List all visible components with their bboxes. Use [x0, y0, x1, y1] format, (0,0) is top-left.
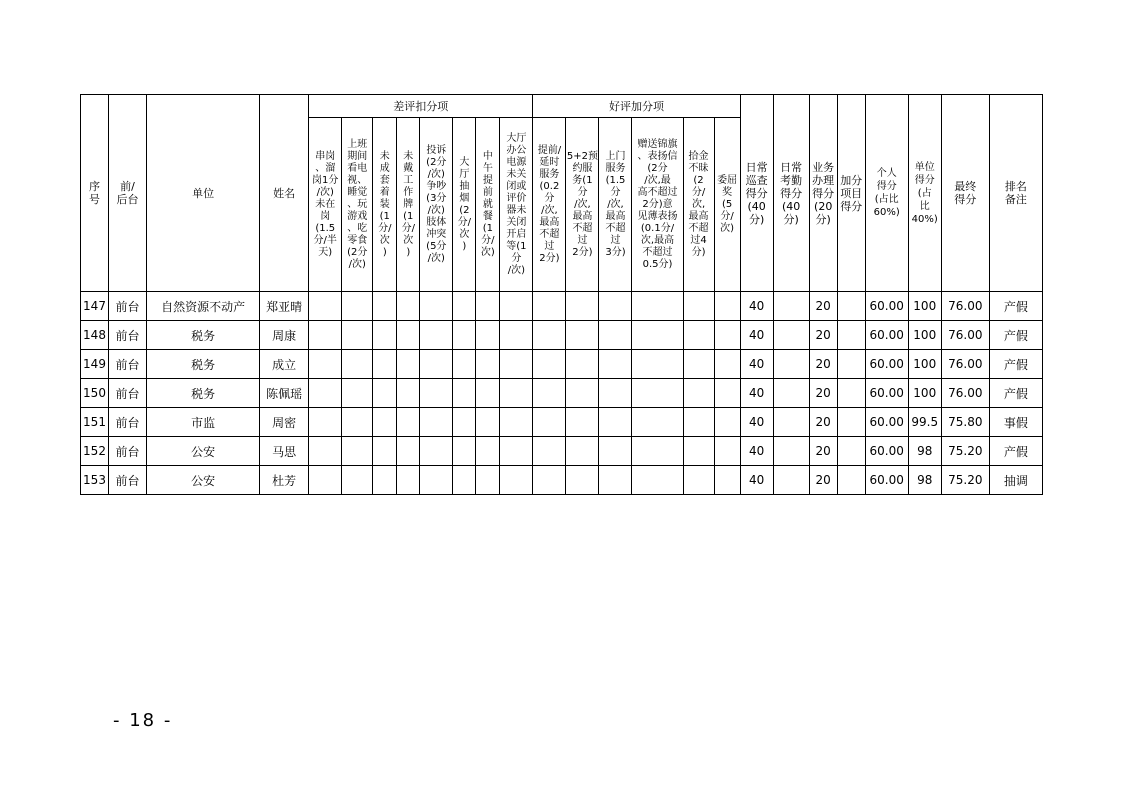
- cell-unit: 公安: [147, 466, 260, 495]
- cell-unitscore: 100: [908, 379, 941, 408]
- cell-business: 20: [809, 379, 837, 408]
- cell-patrol: 40: [740, 466, 773, 495]
- cell-unit: 税务: [147, 379, 260, 408]
- header-deduct-group: 差评扣分项: [309, 95, 533, 118]
- header-deduct-item: 投诉 (2分 /次) 争吵 (3分 /次) 肢体 冲突 (5分 /次): [420, 118, 453, 292]
- cell-unit: 自然资源不动产: [147, 292, 260, 321]
- cell-desk: 前台: [109, 408, 147, 437]
- cell-remark: 抽调: [989, 466, 1042, 495]
- cell-remark: 产假: [989, 437, 1042, 466]
- header-remark: 排名 备注: [989, 95, 1042, 292]
- cell-patrol: 40: [740, 292, 773, 321]
- header-business: 业务 办理 得分 (20 分): [809, 95, 837, 292]
- header-attendance: 日常 考勤 得分 (40 分): [773, 95, 809, 292]
- cell-final: 76.00: [941, 379, 989, 408]
- cell-final: 76.00: [941, 350, 989, 379]
- header-personal: 个人 得分 (占比 60%): [865, 95, 908, 292]
- header-deduct-item: 串岗 、溜 岗1分 /次) 未在 岗 (1.5 分/半 天): [309, 118, 342, 292]
- header-bonus-group: 好评加分项: [533, 95, 740, 118]
- cell-remark: 产假: [989, 350, 1042, 379]
- header-bonus-item: 提前/ 延时 服务 (0.2 分 /次, 最高 不超 过 2分): [533, 118, 566, 292]
- cell-desk: 前台: [109, 466, 147, 495]
- cell-name: 马思: [260, 437, 309, 466]
- cell-personal: 60.00: [865, 350, 908, 379]
- table-row: [81, 292, 1043, 321]
- cell-business: 20: [809, 466, 837, 495]
- header-deduct-item: 大厅 办公 电源 未关 闭或 评价 器未 关闭 开启 等(1 分 /次): [500, 118, 533, 292]
- header-patrol: 日常 巡查 得分 (40 分): [740, 95, 773, 292]
- cell-unitscore: 100: [908, 321, 941, 350]
- cell-desk: 前台: [109, 321, 147, 350]
- header-unit: 单位: [147, 95, 260, 292]
- cell-desk: 前台: [109, 379, 147, 408]
- header-bonus-item: 委屈 奖 (5 分/ 次): [714, 118, 740, 292]
- header-unitscore: 单位 得分 (占 比 40%): [908, 95, 941, 292]
- score-table: [80, 94, 1043, 495]
- cell-unitscore: 98: [908, 437, 941, 466]
- table-row: [81, 321, 1043, 350]
- header-bonus-item: 赠送锦旗 、表扬信 (2分 /次,最 高不超过 2分)意 见薄表扬 (0.1分/ 次,最高 不超过 0.5分): [632, 118, 683, 292]
- cell-unit: 税务: [147, 350, 260, 379]
- cell-seq: 150: [81, 379, 109, 408]
- cell-desk: 前台: [109, 292, 147, 321]
- cell-patrol: 40: [740, 350, 773, 379]
- page-number: - 18 -: [113, 710, 173, 731]
- cell-name: 周密: [260, 408, 309, 437]
- cell-patrol: 40: [740, 321, 773, 350]
- cell-seq: 152: [81, 437, 109, 466]
- cell-name: 郑亚晴: [260, 292, 309, 321]
- table-row: [81, 350, 1043, 379]
- header-bonus-item: 5+2预 约服 务(1 分 /次, 最高 不超 过 2分): [566, 118, 599, 292]
- header-row-top: [81, 95, 1043, 118]
- cell-personal: 60.00: [865, 379, 908, 408]
- cell-unitscore: 99.5: [908, 408, 941, 437]
- header-desk: 前/ 后台: [109, 95, 147, 292]
- cell-unit: 公安: [147, 437, 260, 466]
- table-row: [81, 466, 1043, 495]
- header-name: 姓名: [260, 95, 309, 292]
- table-row: [81, 379, 1043, 408]
- cell-business: 20: [809, 321, 837, 350]
- cell-seq: 153: [81, 466, 109, 495]
- cell-remark: 产假: [989, 379, 1042, 408]
- cell-remark: 产假: [989, 321, 1042, 350]
- cell-business: 20: [809, 437, 837, 466]
- table-row: [81, 437, 1043, 466]
- cell-final: 76.00: [941, 321, 989, 350]
- cell-seq: 151: [81, 408, 109, 437]
- cell-personal: 60.00: [865, 408, 908, 437]
- cell-final: 76.00: [941, 292, 989, 321]
- cell-final: 75.20: [941, 466, 989, 495]
- header-deduct-item: 未 戴 工 作 牌 (1 分/ 次 ): [397, 118, 420, 292]
- cell-final: 75.80: [941, 408, 989, 437]
- header-deduct-item: 中 午 提 前 就 餐 (1 分/ 次): [476, 118, 500, 292]
- cell-remark: 产假: [989, 292, 1042, 321]
- cell-name: 杜芳: [260, 466, 309, 495]
- cell-remark: 事假: [989, 408, 1042, 437]
- header-deduct-item: 大 厅 抽 烟 (2 分/ 次 ): [453, 118, 476, 292]
- cell-personal: 60.00: [865, 321, 908, 350]
- cell-unit: 税务: [147, 321, 260, 350]
- cell-seq: 149: [81, 350, 109, 379]
- cell-personal: 60.00: [865, 292, 908, 321]
- header-extra: 加分 项目 得分: [837, 95, 865, 292]
- cell-seq: 148: [81, 321, 109, 350]
- cell-desk: 前台: [109, 350, 147, 379]
- cell-patrol: 40: [740, 408, 773, 437]
- cell-name: 成立: [260, 350, 309, 379]
- cell-personal: 60.00: [865, 466, 908, 495]
- cell-patrol: 40: [740, 379, 773, 408]
- cell-business: 20: [809, 292, 837, 321]
- cell-unitscore: 100: [908, 350, 941, 379]
- cell-patrol: 40: [740, 437, 773, 466]
- header-final: 最终 得分: [941, 95, 989, 292]
- cell-name: 陈佩瑶: [260, 379, 309, 408]
- header-deduct-item: 未 成 套 着 装 (1 分/ 次 ): [373, 118, 397, 292]
- cell-unitscore: 98: [908, 466, 941, 495]
- cell-business: 20: [809, 408, 837, 437]
- cell-name: 周康: [260, 321, 309, 350]
- header-deduct-item: 上班 期间 看电 视、 睡觉 、玩 游戏 、吃 零食 (2分 /次): [342, 118, 373, 292]
- header-seq: 序 号: [81, 95, 109, 292]
- cell-personal: 60.00: [865, 437, 908, 466]
- cell-unitscore: 100: [908, 292, 941, 321]
- cell-seq: 147: [81, 292, 109, 321]
- cell-final: 75.20: [941, 437, 989, 466]
- cell-desk: 前台: [109, 437, 147, 466]
- table-row: [81, 408, 1043, 437]
- header-bonus-item: 拾金 不昧 (2 分/ 次, 最高 不超 过4 分): [683, 118, 714, 292]
- cell-business: 20: [809, 350, 837, 379]
- cell-unit: 市监: [147, 408, 260, 437]
- header-bonus-item: 上门 服务 (1.5 分 /次, 最高 不超 过 3分): [599, 118, 632, 292]
